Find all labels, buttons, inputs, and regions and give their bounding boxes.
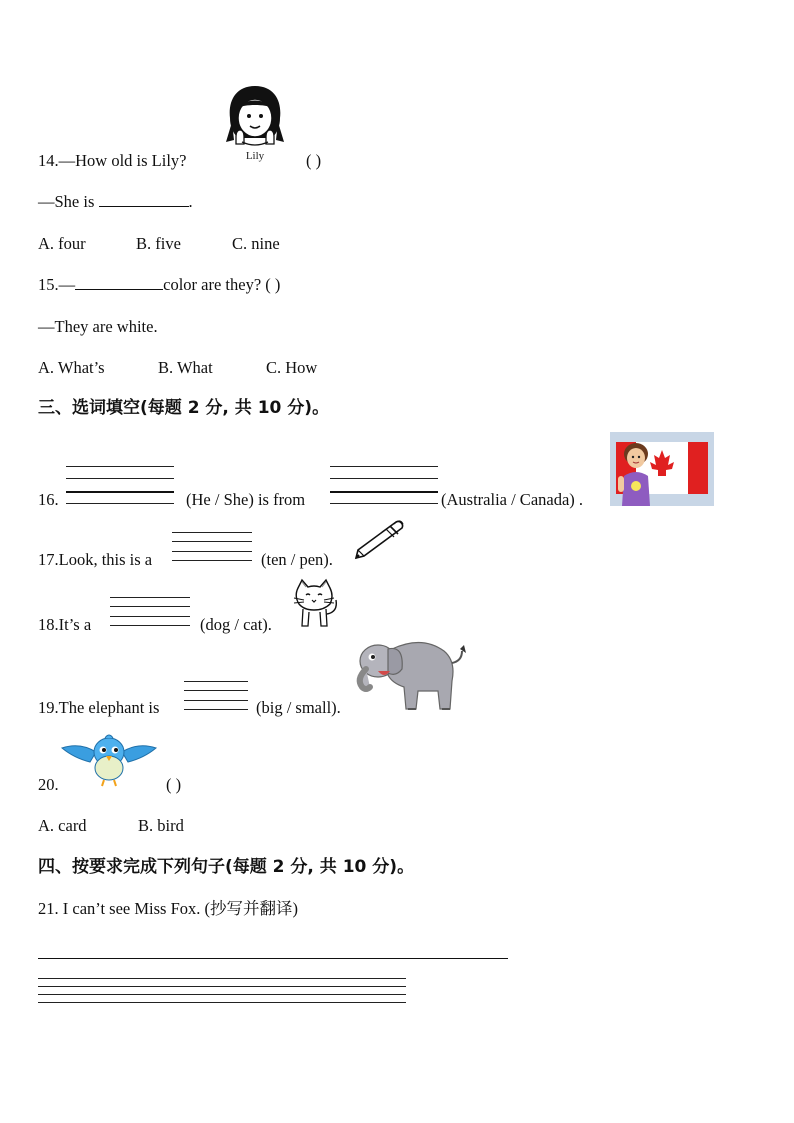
q14-answer-suffix: .	[188, 192, 193, 211]
q21-copy-lines[interactable]	[38, 978, 406, 1004]
pen-icon	[350, 518, 406, 562]
q16-blank-1[interactable]	[66, 466, 174, 506]
q20-option-a[interactable]: A. card	[38, 816, 87, 835]
q15-question: color are they? ( )	[163, 275, 281, 294]
q20-num: 20.	[38, 775, 59, 794]
lily-label: Lily	[245, 150, 265, 162]
q14-option-a[interactable]: A. four	[38, 234, 86, 253]
q15-option-a[interactable]: A. What’s	[38, 358, 105, 377]
q20-option-b[interactable]: B. bird	[138, 816, 184, 835]
q15-option-b[interactable]: B. What	[158, 358, 213, 377]
section3-title: 三、选词填空(每题 2 分, 共 10 分)。	[38, 398, 330, 418]
q20-answer-paren[interactable]: ( )	[166, 775, 182, 794]
q16-mid: (He / She) is from	[186, 490, 306, 509]
elephant-icon	[352, 635, 470, 715]
q16-num: 16.	[38, 490, 59, 509]
q15-line	[38, 275, 280, 295]
q15-blank[interactable]	[75, 275, 163, 290]
q14-option-c[interactable]: C. nine	[232, 234, 280, 253]
q14-answer-line	[38, 192, 193, 212]
q15-answer: —They are white.	[38, 317, 158, 336]
q17-blank[interactable]	[172, 532, 252, 562]
q14-blank[interactable]	[99, 192, 189, 207]
q14-answer-paren[interactable]: ( )	[306, 151, 322, 170]
section4-title: 四、按要求完成下列句子(每题 2 分, 共 10 分)。	[38, 857, 415, 877]
q14-answer-prefix: —She is	[38, 192, 95, 211]
q21-text: 21. I can’t see Miss Fox. (抄写并翻译)	[38, 899, 299, 918]
q18-text: 18.It’s a	[38, 615, 92, 634]
boy-canada-flag-icon	[610, 432, 714, 506]
bird-icon	[60, 730, 158, 788]
q14-question: 14.—How old is Lily?	[38, 151, 187, 170]
q16-blank-2[interactable]	[330, 466, 438, 506]
q15-option-c[interactable]: C. How	[266, 358, 318, 377]
q18-end: (dog / cat).	[200, 615, 272, 634]
q19-blank[interactable]	[184, 681, 248, 711]
q15-prefix: 15.—	[38, 275, 76, 294]
q21-translation-line[interactable]	[38, 958, 508, 959]
q16-end: (Australia / Canada) .	[441, 490, 584, 509]
q18-blank[interactable]	[110, 597, 190, 627]
q17-text: 17.Look, this is a	[38, 550, 153, 569]
q14-option-b[interactable]: B. five	[136, 234, 181, 253]
cat-icon	[290, 578, 340, 630]
q17-end: (ten / pen).	[261, 550, 333, 569]
q19-text: 19.The elephant is	[38, 698, 160, 717]
q19-end: (big / small).	[256, 698, 341, 717]
girl-lily-icon	[220, 82, 290, 162]
